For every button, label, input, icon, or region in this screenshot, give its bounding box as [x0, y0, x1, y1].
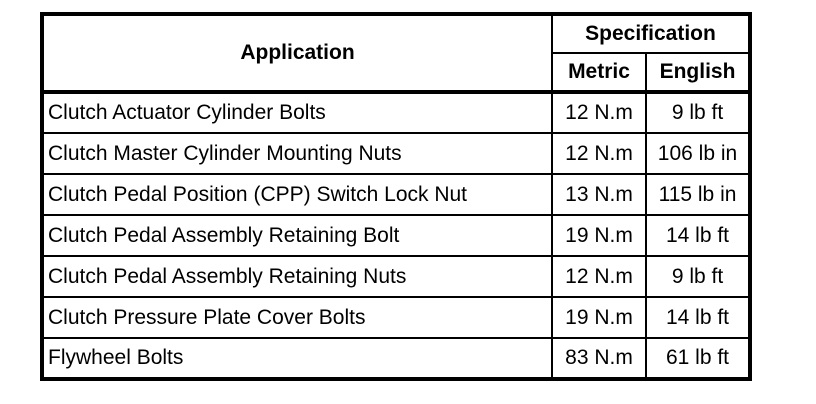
table-row [42, 215, 750, 256]
metric-cell: 19 N.m [552, 297, 646, 338]
english-cell: 14 lb ft [646, 297, 750, 338]
metric-cell: 19 N.m [552, 215, 646, 256]
specification-header: Specification [552, 14, 750, 53]
english-header: English [646, 53, 750, 92]
metric-header: Metric [552, 53, 646, 92]
metric-cell: 13 N.m [552, 174, 646, 215]
table-header [42, 14, 750, 92]
metric-cell: 12 N.m [552, 92, 646, 133]
application-cell: Clutch Pedal Position (CPP) Switch Lock Nut [42, 174, 552, 215]
application-cell: Clutch Actuator Cylinder Bolts [42, 92, 552, 133]
english-cell: 14 lb ft [646, 215, 750, 256]
table-row [42, 92, 750, 133]
english-cell: 115 lb in [646, 174, 750, 215]
english-cell: 9 lb ft [646, 256, 750, 297]
table-row [42, 297, 750, 338]
metric-cell: 12 N.m [552, 256, 646, 297]
english-cell: 106 lb in [646, 133, 750, 174]
application-cell: Clutch Pressure Plate Cover Bolts [42, 297, 552, 338]
specification-table [40, 12, 752, 381]
table-row [42, 174, 750, 215]
header-row-top [42, 14, 750, 53]
table-row [42, 256, 750, 297]
application-cell: Flywheel Bolts [42, 338, 552, 379]
table-row [42, 133, 750, 174]
english-cell: 61 lb ft [646, 338, 750, 379]
application-cell: Clutch Pedal Assembly Retaining Bolt [42, 215, 552, 256]
application-cell: Clutch Pedal Assembly Retaining Nuts [42, 256, 552, 297]
table-body [42, 92, 750, 379]
application-header: Application [42, 14, 552, 92]
metric-cell: 12 N.m [552, 133, 646, 174]
table-row [42, 338, 750, 379]
application-cell: Clutch Master Cylinder Mounting Nuts [42, 133, 552, 174]
english-cell: 9 lb ft [646, 92, 750, 133]
metric-cell: 83 N.m [552, 338, 646, 379]
